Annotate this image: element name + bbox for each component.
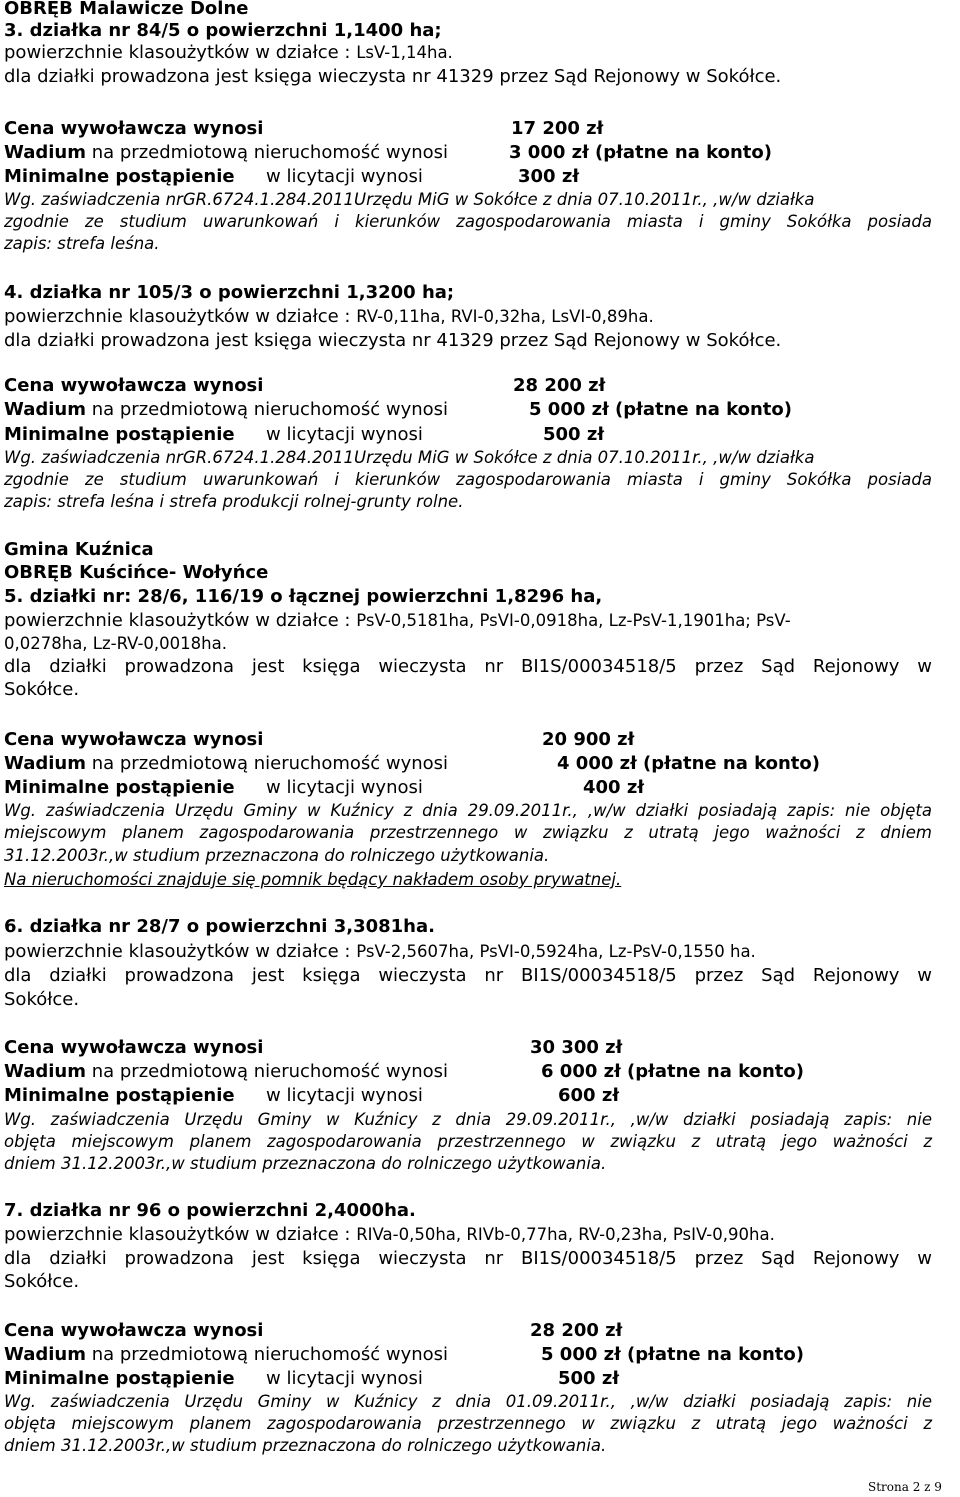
lot3-note-l1-right: , ,w/w działka (702, 190, 815, 209)
lot5-wadium-value: 4 000 zł (płatne na konto) (557, 753, 820, 774)
lot6-wadium-label (4, 1061, 448, 1083)
lot6-cena-value: 30 300 zł (530, 1037, 623, 1058)
lot6-cena-label: Cena wywoławcza wynosi (4, 1037, 264, 1058)
lot5-klas-label: powierzchnie klasoużytków w działce : (4, 610, 357, 631)
lot3-cena-label: Cena wywoławcza wynosi (4, 118, 264, 139)
lot4-minimalne-value: 500 zł (543, 424, 604, 445)
lot5-monument-note: Na nieruchomości znajduje się pomnik będący nakładem osoby prywatnej. (4, 870, 622, 889)
lot5-minimalne-label: Minimalne postąpienie (4, 777, 235, 798)
lot5-klasouzytki-line2: 0,0278ha, Lz-RV-0,0018ha. (4, 634, 227, 653)
lot4-klasouzytki (4, 306, 654, 328)
lot7-cena-value: 28 200 zł (530, 1320, 623, 1341)
lot4-note-line3: zapis: strefa leśna i strefa produkcji rolnej-grunty rolne. (4, 492, 464, 511)
lot7-wadium-bold: Wadium (4, 1344, 86, 1365)
lot3-note-line1 (4, 189, 814, 211)
lot6-klasouzytki (4, 941, 756, 963)
lot6-minimalne-rest: w licytacji wynosi (266, 1085, 423, 1106)
lot3-klas-label: powierzchnie klasoużytków w działce : (4, 42, 357, 63)
lot5-note-line2: miejscowym planem zagospodarowania przestrzennego w związku z utratą jego ważności z dniem (4, 823, 932, 842)
lot3-wadium-value: 3 000 zł (płatne na konto) (509, 142, 772, 163)
lot4-title: 4. działka nr 105/3 o powierzchni 1,3200 ha; (4, 282, 455, 303)
lot4-wadium-bold: Wadium (4, 399, 86, 420)
lot7-minimalne-value: 500 zł (558, 1368, 619, 1389)
lot3-cena-value: 17 200 zł (511, 118, 604, 139)
lot7-title: 7. działka nr 96 o powierzchni 2,4000ha. (4, 1200, 416, 1221)
lot7-klas-value: RIVa-0,50ha, RIVb-0,77ha, RV-0,23ha, PsIV-0,90ha. (356, 1225, 775, 1244)
lot4-cena-label: Cena wywoławcza wynosi (4, 375, 264, 396)
lot5-ksiega-line1: dla działki prowadzona jest księga wieczysta nr BI1S/00034518/5 przez Sąd Rejonowy w (4, 656, 932, 677)
lot3-minimalne-value: 300 zł (518, 166, 579, 187)
lot5-wadium-rest: na przedmiotową nieruchomość wynosi (85, 753, 449, 774)
lot5-note-line1: Wg. zaświadczenia Urzędu Gminy w Kuźnicy z dnia 29.09.2011r., ,w/w działki posiadają zapis: nie objęta (4, 801, 932, 820)
lot5-klas-value-1: PsV-0,5181ha, PsVI-0,0918ha, Lz-PsV-1,1901ha; PsV- (356, 611, 791, 630)
gmina-obreb-label: OBRĘB (4, 562, 80, 583)
lot5-minimalne-value: 400 zł (583, 777, 644, 798)
lot3-note-line3: zapis: strefa leśna. (4, 234, 160, 253)
lot4-note-line2: zgodnie ze studium uwarunkowań i kierunków zagospodarowania miasta i gminy Sokółka posiada (4, 470, 932, 489)
lot7-wadium-rest: na przedmiotową nieruchomość wynosi (85, 1344, 449, 1365)
lot5-klasouzytki-line1 (4, 610, 791, 632)
lot4-wadium-value: 5 000 zł (płatne na konto) (529, 399, 792, 420)
lot5-minimalne-rest: w licytacji wynosi (266, 777, 423, 798)
lot3-minimalne-label: Minimalne postąpienie (4, 166, 235, 187)
lot6-wadium-value: 6 000 zł (płatne na konto) (541, 1061, 804, 1082)
lot6-note-line2: objęta miejscowym planem zagospodarowania przestrzennego w związku z utratą jego ważności z (4, 1132, 932, 1151)
lot6-note-line3: dniem 31.12.2003r.,w studium przeznaczona do rolniczego użytkowania. (4, 1154, 607, 1173)
lot7-ksiega-line1: dla działki prowadzona jest księga wieczysta nr BI1S/00034518/5 przez Sąd Rejonowy w (4, 1248, 932, 1269)
lot7-klas-label: powierzchnie klasoużytków w działce : (4, 1224, 357, 1245)
lot5-cena-value: 20 900 zł (542, 729, 635, 750)
lot7-ksiega-line2: Sokółce. (4, 1271, 80, 1292)
lot3-title: 3. działka nr 84/5 o powierzchni 1,1400 ha; (4, 20, 442, 41)
lot3-wadium-label (4, 142, 448, 164)
lot4-ksiega: dla działki prowadzona jest księga wieczysta nr 41329 przez Sąd Rejonowy w Sokółce. (4, 330, 782, 351)
lot4-note-line1 (4, 447, 814, 469)
lot7-wadium-label (4, 1344, 448, 1366)
lot6-title: 6. działka nr 28/7 o powierzchni 3,3081ha. (4, 916, 435, 937)
lot3-note-l1-left: Wg. zaświadczenia nrGR.6724.1.284.2011Urzędu MiG w Sokółce z dnia 07.10.2011r. (4, 190, 703, 209)
lot7-note-line1: Wg. zaświadczenia Urzędu Gminy w Kuźnicy z dnia 01.09.2011r., ,w/w działki posiadają zapis: nie (4, 1392, 932, 1411)
lot6-klas-label: powierzchnie klasoużytków w działce : (4, 941, 357, 962)
lot5-ksiega-line2: Sokółce. (4, 679, 80, 700)
obreb-heading-name: Malawicze Dolne (79, 0, 249, 19)
lot4-note-l1-right: , ,w/w działka (702, 448, 815, 467)
lot7-cena-label: Cena wywoławcza wynosi (4, 1320, 264, 1341)
lot6-minimalne-label: Minimalne postąpienie (4, 1085, 235, 1106)
lot4-minimalne-rest: w licytacji wynosi (266, 424, 423, 445)
lot4-wadium-label (4, 399, 448, 421)
lot7-minimalne-rest: w licytacji wynosi (266, 1368, 423, 1389)
lot4-minimalne-label: Minimalne postąpienie (4, 424, 235, 445)
lot7-wadium-value: 5 000 zł (płatne na konto) (541, 1344, 804, 1365)
lot3-wadium-rest: na przedmiotową nieruchomość wynosi (85, 142, 449, 163)
lot4-klas-value: RV-0,11ha, RVI-0,32ha, LsVI-0,89ha. (356, 307, 654, 326)
lot7-klasouzytki (4, 1224, 775, 1246)
lot4-note-l1-left: Wg. zaświadczenia nrGR.6724.1.284.2011Urzędu MiG w Sokółce z dnia 07.10.2011r. (4, 448, 703, 467)
gmina-obreb-heading (4, 562, 268, 584)
lot3-note-line2: zgodnie ze studium uwarunkowań i kierunków zagospodarowania miasta i gminy Sokółka posiada (4, 212, 932, 231)
lot5-title: 5. działki nr: 28/6, 116/19 o łącznej powierzchni 1,8296 ha, (4, 586, 603, 607)
lot3-klasouzytki (4, 42, 453, 64)
lot3-ksiega: dla działki prowadzona jest księga wieczysta nr 41329 przez Sąd Rejonowy w Sokółce. (4, 66, 782, 87)
lot6-ksiega-line1: dla działki prowadzona jest księga wieczysta nr BI1S/00034518/5 przez Sąd Rejonowy w (4, 965, 932, 986)
lot5-cena-label: Cena wywoławcza wynosi (4, 729, 264, 750)
lot6-klas-value: PsV-2,5607ha, PsVI-0,5924ha, Lz-PsV-0,1550 ha. (356, 942, 756, 961)
lot4-klas-label: powierzchnie klasoużytków w działce : (4, 306, 357, 327)
lot5-wadium-bold: Wadium (4, 753, 86, 774)
lot6-wadium-rest: na przedmiotową nieruchomość wynosi (85, 1061, 449, 1082)
lot3-minimalne-rest: w licytacji wynosi (266, 166, 423, 187)
lot5-note-line3: 31.12.2003r.,w studium przeznaczona do rolniczego użytkowania. (4, 846, 550, 865)
obreb-heading (4, 0, 248, 20)
page-footer: Strona 2 z 9 (868, 1480, 942, 1494)
lot4-cena-value: 28 200 zł (513, 375, 606, 396)
lot4-wadium-rest: na przedmiotową nieruchomość wynosi (85, 399, 449, 420)
lot6-minimalne-value: 600 zł (558, 1085, 619, 1106)
gmina-obreb-name: Kuścińce- Wołyńce (79, 562, 269, 583)
lot7-note-line2: objęta miejscowym planem zagospodarowania przestrzennego w związku z utratą jego ważności z (4, 1414, 932, 1433)
lot3-wadium-bold: Wadium (4, 142, 86, 163)
lot6-ksiega-line2: Sokółce. (4, 989, 80, 1010)
lot6-wadium-bold: Wadium (4, 1061, 86, 1082)
obreb-heading-label: OBRĘB (4, 0, 80, 19)
lot7-minimalne-label: Minimalne postąpienie (4, 1368, 235, 1389)
lot5-wadium-label (4, 753, 448, 775)
lot7-note-line3: dniem 31.12.2003r.,w studium przeznaczona do rolniczego użytkowania. (4, 1436, 607, 1455)
gmina-heading: Gmina Kuźnica (4, 539, 154, 560)
lot6-note-line1: Wg. zaświadczenia Urzędu Gminy w Kuźnicy z dnia 29.09.2011r., ,w/w działki posiadają zapis: nie (4, 1110, 932, 1129)
lot3-klas-value: LsV-1,14ha. (356, 43, 453, 62)
